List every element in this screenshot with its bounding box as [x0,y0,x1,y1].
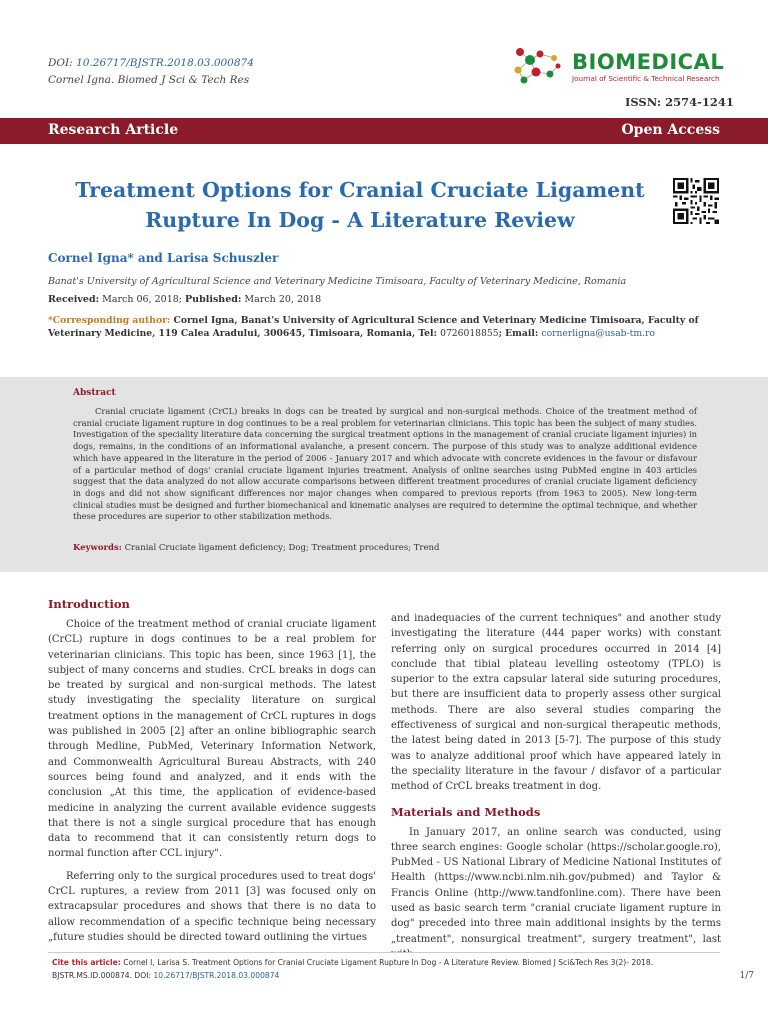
article-title: Treatment Options for Cranial Cruciate Ligament Rupture In Dog - A Literature Review [75,178,645,232]
methods-heading: Materials and Methods [391,804,541,819]
issn: ISSN: 2574-1241 [625,95,734,109]
affiliation: Banat's University of Agricultural Science and Veterinary Medicine Timisoara, Faculty of Veterinary Medicine, Romania [48,276,627,287]
keywords: Keywords: Cranial Cruciate ligament deficiency; Dog; Treatment procedures; Trend [73,543,440,553]
article-type-label: Research Article [48,122,179,138]
header-meta [48,55,254,89]
authors: Cornel Igna* and Larisa Schuszler [48,251,279,265]
abstract-text: Cranial cruciate ligament (CrCL) breaks in dogs can be treated by surgical and non-surgical methods. Choice of the treatment method of cranial cruciate ligament rupture in dog continues to be a real problem for veterinarian clinicians. This topic has been the subject of many studies. Investigation of the speciality literature data concerning the surgical treatment options in the management of cranial cruciate ligament injuries) in dogs, remains, in the conditions of an informational avalanche, a present concern. The purpose of this study was to analyze additional evidence which have appeared in the literature in the period of 2006 - January 2017 and which advocate with concrete evidences in the favour or disfavour of a particular method of dogs' cranial cruciate ligament injuries treatment. Analysis of online searches using PubMed engine in 403 articles suggest that the data analyzed do not allow accurate comparisons between different treatment procedures of cranial cruciate ligament deficiency in dogs and did not show significant differences nor major changes when compared to previous reports (from 1963 to 2005). New long-term clinical studies must be designed and further biomechanical and kinematic analyses are required to determine the optimal technique, and whether these procedures are superior to other stabilization methods. [73,406,697,522]
logo-molecule-icon [510,44,566,88]
corresponding-author: *Corresponding author: Cornel Igna, Banat's University of Agricultural Science and Veterinary Medicine Timisoara, Faculty of Veterinary Medicine, 119 Calea Aradului, 300645, Timisoara, Romania, Tel: 0726018855; Email: cornerligna@usab-tm.ro [48,315,699,339]
cite-this-article: Cite this article: Cornel I, Larisa S. Treatment Options for Cranial Cruciate Ligament Rupture In Dog - A Literature Review. Biomed J Sci&Tech Res 3(2)- 2018. BJSTR.MS.ID.000874. DOI: 10.26717/BJSTR.2018.03.000874 [52,958,654,980]
intro-paragraph: Choice of the treatment method of cranial cruciate ligament (CrCL) rupture in dogs continues to be a real problem for veterinarian clinicians. This topic has been, since 1963 [1], the subject of many concerns and studies. CrCL breaks in dogs can be treated by surgical and non-surgical methods. The latest study investigating the speciality literature on surgical treatment options in the management of CrCL ruptures in dogs was published in 2005 [2] after an online bibliographic search through Medline, PubMed, Veterinary Information Network, and Commonwealth Agricultural Bureau Abstracts, with 240 sources being found and analyzed, and it ends with the conclusion „At this time, the application of evidence-based medicine in analyzing the current available evidence suggests that there is not a single surgical procedure that has enough data to recommend that it can consistently return dogs to normal function after CCL injury". [48,619,376,860]
body-column-left [48,597,376,945]
citation-footer [48,952,720,984]
intro-paragraph: Referring only to the surgical procedures used to treat dogs' CrCL ruptures, a review from 2011 [3] was focused only on extracapsular procedures and shows that there is no data to allow recommendation of a specific technique being necessary „future studies should be directed toward outlining the virtues [48,870,376,943]
open-access-label: Open Access [621,122,720,138]
body-column-right [391,611,721,962]
logo-title: BIOMEDICAL [572,50,725,74]
abstract-heading: Abstract [73,388,116,398]
doi-line: DOI: 10.26717/BJSTR.2018.03.000874 [48,57,254,69]
abstract-section [0,377,768,572]
journal-logo [510,44,725,88]
citation-short: Cornel Igna. Biomed J Sci & Tech Res [48,74,250,86]
email-link[interactable]: cornerligna@usab-tm.ro [541,328,655,339]
logo-subtitle: Journal of Scientific & Technical Research [572,74,720,83]
page-number: 1/7 [739,971,754,981]
qr-code-icon[interactable] [673,178,719,224]
intro-paragraph-continued: and inadequacies of the current techniques" and another study investigating the literature (444 paper works) with constant referring only on surgical procedures occurred in 2014 [4] conclude that tibial plateau levelling osteotomy (TPLO) is superior to the extra capsular lateral side suturing procedures, but there are insufficient data to properly assess other surgical methods. There are also several studies comparing the effectiveness of surgical and non-surgical therapeutic methods, the latest being dated in 2013 [5-7]. The purpose of this study was to analyze additional proof which have appeared lately in the speciality literature in the favour / disfavor of a particular method of CrCL breaks treatment in dog. [391,613,721,793]
introduction-heading: Introduction [48,597,130,611]
methods-paragraph: In January 2017, an online search was conducted, using three search engines: Google scholar (https://scholar.google.ro), PubMed - US National Library of Medicine National Institutes of Health (https://www.ncbi.nlm.nih.gov/pubmed) and Taylor & Francis Online (http://www.tandfonline.com). There have been used as basic search term "cranial cruciate ligament rupture in dog" preceded into three main additional insights by the terms „treatment", nonsurgical treatment", surgery treatment", last [391,826,721,945]
doi-link[interactable]: 10.26717/BJSTR.2018.03.000874 [76,57,254,69]
dates: Received: March 06, 2018; Published: March 20, 2018 [48,294,322,305]
article-type-band [0,118,768,144]
footer-doi-link[interactable]: 10.26717/BJSTR.2018.03.000874 [153,971,280,980]
